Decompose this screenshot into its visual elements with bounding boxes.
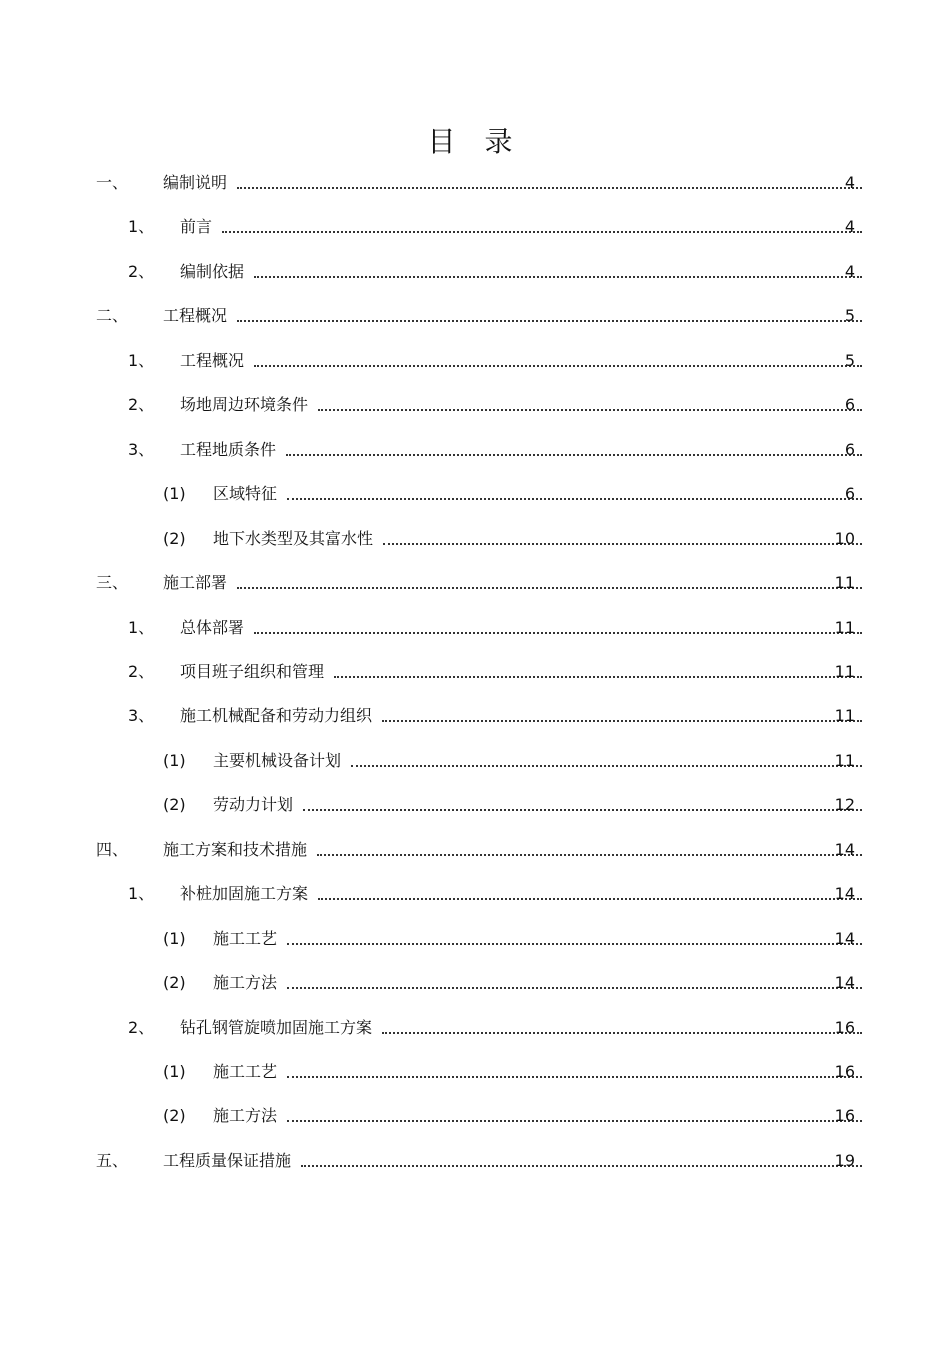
toc-entry-title: 劳动力计划 <box>213 795 294 815</box>
toc-leader-dots <box>287 1120 862 1122</box>
toc-entry-page-number: 14 <box>834 928 855 948</box>
toc-leader-dots <box>254 365 862 367</box>
toc-leader-dots <box>318 409 862 411</box>
toc-entry-page-number: 6 <box>844 439 855 459</box>
toc-entry-number: 1、 <box>128 350 155 370</box>
toc-entry-page-number: 11 <box>834 661 855 681</box>
toc-entry-number: 3、 <box>128 439 155 459</box>
toc-entry <box>0 704 950 728</box>
toc-entry-title: 编制说明 <box>163 173 228 192</box>
toc-entry <box>0 1016 950 1040</box>
toc-leader-dots <box>351 765 862 767</box>
toc-entry <box>0 260 950 284</box>
toc-entry <box>0 1104 950 1128</box>
toc-entry-page-number: 6 <box>844 395 855 415</box>
toc-leader-dots <box>237 187 862 189</box>
toc-leader-dots <box>383 543 862 545</box>
toc-leader-dots <box>382 720 862 722</box>
toc-entry-page-number: 19 <box>834 1150 855 1170</box>
toc-entry-title: 施工工艺 <box>213 1062 278 1081</box>
toc-leader-dots <box>237 587 862 589</box>
toc-entry-page-number: 12 <box>834 795 855 815</box>
toc-entry <box>0 971 950 995</box>
toc-entry <box>0 882 950 906</box>
toc-entry-number: 四、 <box>96 839 129 859</box>
toc-entry-number: (2) <box>163 528 186 548</box>
toc-entry-title: 工程质量保证措施 <box>163 1150 292 1170</box>
toc-entry-number: (1) <box>163 928 186 948</box>
toc-entry-title: 施工工艺 <box>213 928 278 948</box>
toc-leader-dots <box>287 943 862 945</box>
toc-entry-page-number: 11 <box>834 617 855 637</box>
toc-entry-title: 前言 <box>180 217 213 237</box>
toc-entry-number: 二、 <box>96 306 129 326</box>
toc-entry <box>0 793 950 817</box>
toc-entry <box>0 1149 950 1173</box>
toc-entry <box>0 1060 950 1084</box>
toc-entry <box>0 304 950 328</box>
toc-entry-page-number: 11 <box>834 706 855 726</box>
toc-entry-number: 2、 <box>128 661 155 681</box>
toc-entry-page-number: 14 <box>834 973 855 993</box>
toc-entry-title: 施工方法 <box>213 973 278 993</box>
toc-entry-number: 三、 <box>96 573 129 593</box>
toc-entry-number: 一、 <box>96 173 129 192</box>
toc-entry-title: 工程地质条件 <box>180 439 277 459</box>
toc-leader-dots <box>287 498 862 500</box>
toc-leader-dots <box>301 1165 862 1167</box>
toc-entry <box>0 616 950 640</box>
toc-entry-title: 地下水类型及其富水性 <box>213 528 374 548</box>
toc-entry <box>0 438 950 462</box>
toc-entry <box>0 571 950 595</box>
toc-entry-title: 工程概况 <box>180 350 245 370</box>
toc-entry <box>0 171 950 195</box>
toc-entry-title: 区域特征 <box>213 484 278 504</box>
toc-leader-dots <box>334 676 862 678</box>
toc-entry-title: 工程概况 <box>163 306 228 326</box>
toc-entry-number: (2) <box>163 1106 186 1126</box>
toc-entry <box>0 393 950 417</box>
toc-entry-page-number: 16 <box>834 1017 855 1037</box>
toc-leader-dots <box>287 1076 862 1078</box>
toc-leader-dots <box>317 854 862 856</box>
document-title: 目 录 <box>427 125 523 158</box>
toc-entry-page-number: 4 <box>844 217 855 237</box>
toc-entry-page-number: 11 <box>834 750 855 770</box>
toc-entry-title: 总体部署 <box>180 617 245 637</box>
toc-leader-dots <box>237 320 862 322</box>
toc-entry-number: (2) <box>163 973 186 993</box>
toc-entry-page-number: 5 <box>844 306 855 326</box>
toc-entry-page-number: 16 <box>834 1062 855 1081</box>
toc-entry-page-number: 4 <box>844 261 855 281</box>
toc-entry-number: 1、 <box>128 884 155 904</box>
toc-entry-number: 五、 <box>96 1150 129 1170</box>
toc-entry-number: (1) <box>163 484 186 504</box>
toc-entry-title: 钻孔钢管旋喷加固施工方案 <box>180 1017 373 1037</box>
toc-leader-dots <box>318 898 862 900</box>
toc-entry <box>0 838 950 862</box>
toc-entry-number: (1) <box>163 750 186 770</box>
toc-entry-number: 2、 <box>128 395 155 415</box>
toc-entry-number: (1) <box>163 1062 186 1081</box>
toc-leader-dots <box>303 809 862 811</box>
toc-entry <box>0 927 950 951</box>
toc-entry-page-number: 14 <box>834 839 855 859</box>
toc-entry-title: 补桩加固施工方案 <box>180 884 309 904</box>
toc-leader-dots <box>287 987 862 989</box>
toc-entry-title: 施工方法 <box>213 1106 278 1126</box>
toc-leader-dots <box>254 276 862 278</box>
toc-entry-page-number: 11 <box>834 573 855 593</box>
toc-leader-dots <box>382 1032 862 1034</box>
toc-entry-title: 施工方案和技术措施 <box>163 839 308 859</box>
toc-entry-number: 2、 <box>128 1017 155 1037</box>
toc-entry-page-number: 5 <box>844 350 855 370</box>
toc-leader-dots <box>222 231 862 233</box>
toc-entry-page-number: 14 <box>834 884 855 904</box>
toc-leader-dots <box>254 632 862 634</box>
toc-entry-title: 项目班子组织和管理 <box>180 661 325 681</box>
toc-entry-page-number: 4 <box>844 173 855 192</box>
toc-entry <box>0 215 950 239</box>
toc-entry-title: 施工部署 <box>163 573 228 593</box>
toc-entry <box>0 749 950 773</box>
toc-entry <box>0 527 950 551</box>
toc-entry-page-number: 6 <box>844 484 855 504</box>
toc-entry-number: 3、 <box>128 706 155 726</box>
toc-entry-title: 场地周边环境条件 <box>180 395 309 415</box>
toc-entry-number: 2、 <box>128 261 155 281</box>
toc-entry-title: 主要机械设备计划 <box>213 750 342 770</box>
toc-entry-title: 施工机械配备和劳动力组织 <box>180 706 373 726</box>
toc-entry-number: 1、 <box>128 217 155 237</box>
toc-entry <box>0 660 950 684</box>
toc-entry <box>0 349 950 373</box>
toc-entry-number: (2) <box>163 795 186 815</box>
toc-leader-dots <box>286 454 862 456</box>
toc-entry-page-number: 16 <box>834 1106 855 1126</box>
toc-entry <box>0 482 950 506</box>
toc-entry-title: 编制依据 <box>180 261 245 281</box>
toc-entry-number: 1、 <box>128 617 155 637</box>
toc-entry-page-number: 10 <box>834 528 855 548</box>
